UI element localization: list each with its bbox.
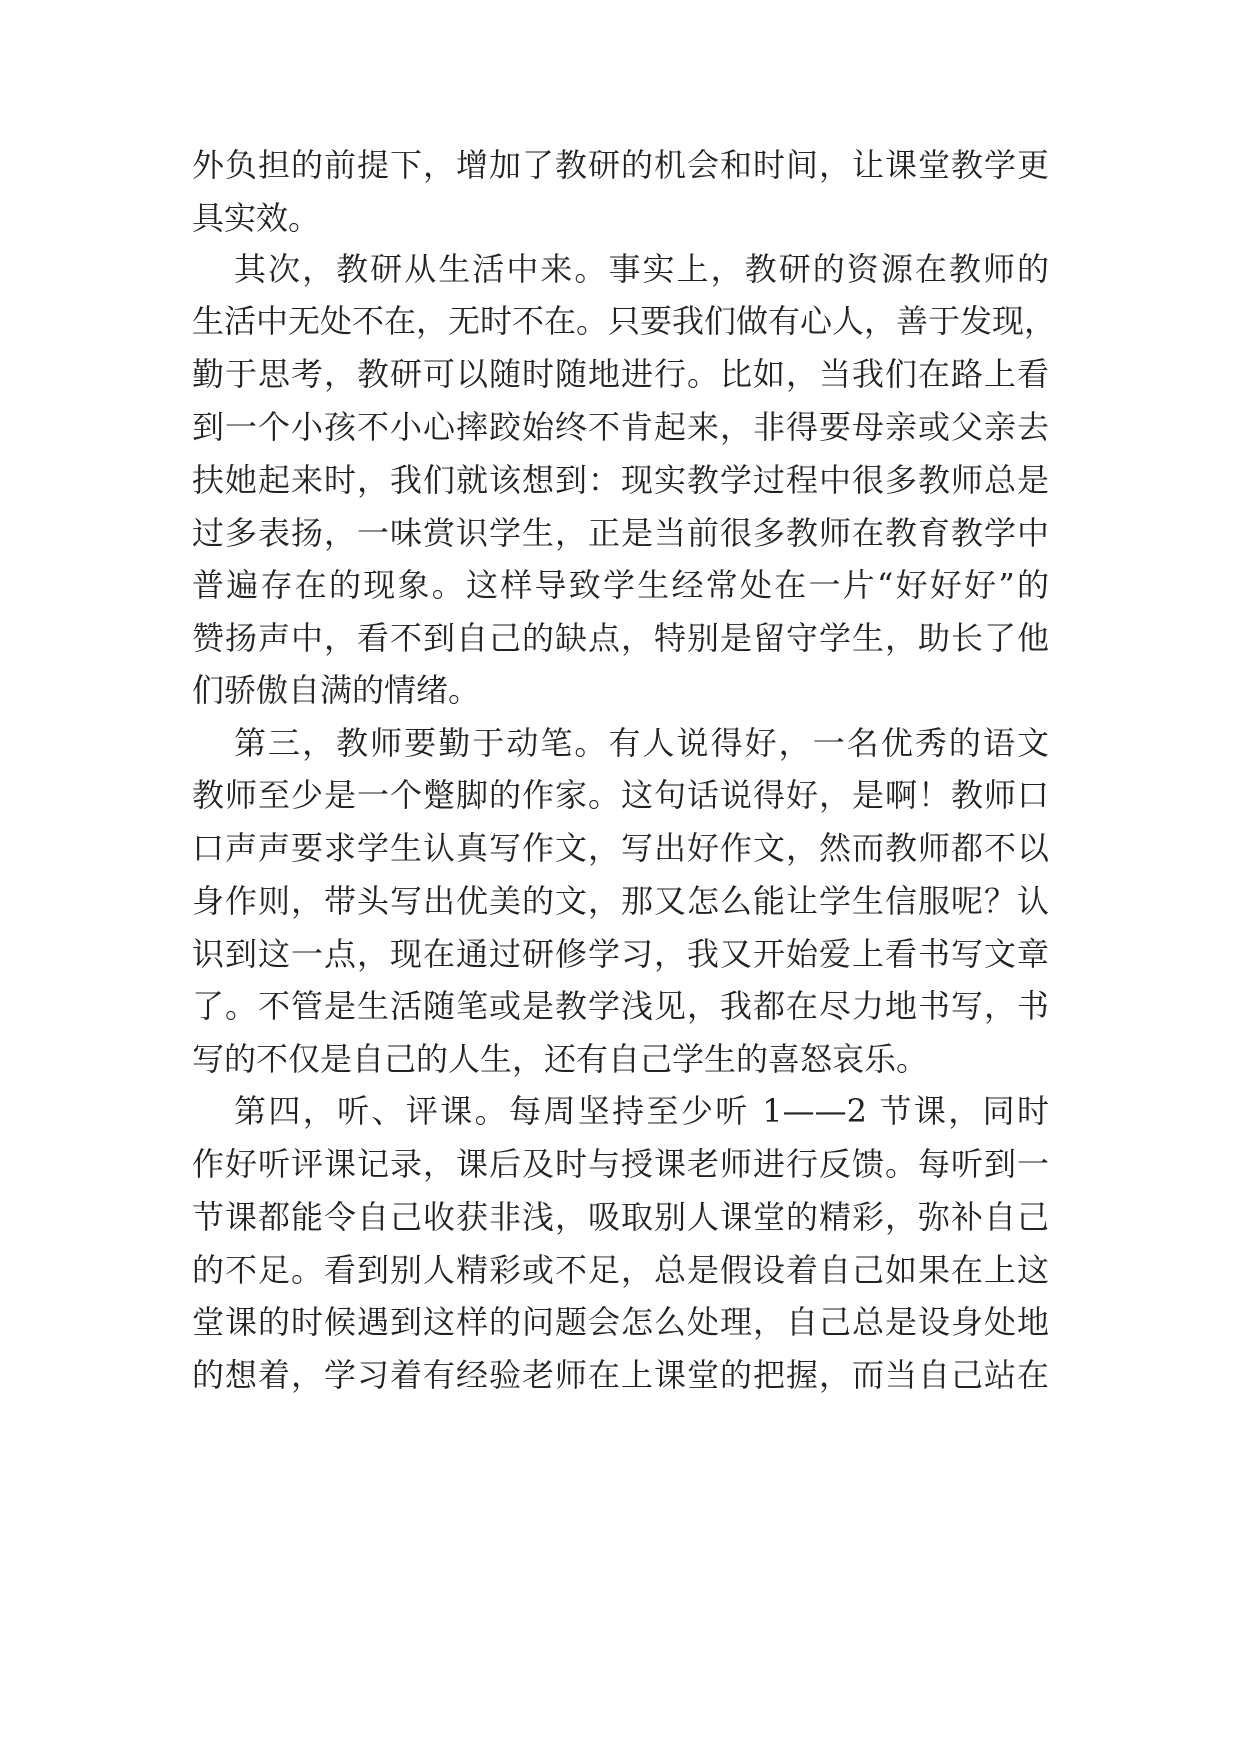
- paragraph-2-line-1: 其次，教研从生活中来。事实上，教研的资源在教师的: [234, 250, 1049, 288]
- paragraph-3-line-3: 口声声要求学生认真写作文，写出好作文，然而教师都不以: [192, 829, 1049, 867]
- paragraph-3-line-1: 第三，教师要勤于动笔。有人说得好，一名优秀的语文: [234, 724, 1049, 762]
- paragraph-3-line-7: 写的不仅是自己的人生，还有自己学生的喜怒哀乐。: [192, 1040, 929, 1078]
- paragraph-4-line-5: 堂课的时候遇到这样的问题会怎么处理，自己总是设身处地: [192, 1303, 1049, 1341]
- paragraph-1-line-2: 具实效。: [192, 199, 321, 237]
- paragraph-4-line-6: 的想着，学习着有经验老师在上课堂的把握，而当自己站在: [192, 1356, 1049, 1394]
- paragraph-3-line-2: 教师至少是一个蹩脚的作家。这句话说得好，是啊！教师口: [192, 776, 1049, 814]
- paragraph-2-line-6: 过多表扬，一味赏识学生，正是当前很多教师在教育教学中: [192, 514, 1049, 552]
- paragraph-4-line-3: 节课都能令自己收获非浅，吸取别人课堂的精彩，弥补自己: [192, 1198, 1049, 1236]
- paragraph-2-line-3: 勤于思考，教研可以随时随地进行。比如，当我们在路上看: [192, 355, 1049, 393]
- paragraph-4-line-2: 作好听评课记录，课后及时与授课老师进行反馈。每听到一: [192, 1145, 1049, 1183]
- paragraph-2-line-7: 普遍存在的现象。这样导致学生经常处在一片“好好好”的: [192, 566, 1049, 604]
- paragraph-2-line-9: 们骄傲自满的情绪。: [192, 671, 481, 709]
- paragraph-4-line-4: 的不足。看到别人精彩或不足，总是假设着自己如果在上这: [192, 1251, 1049, 1289]
- paragraph-3-line-5: 识到这一点，现在通过研修学习，我又开始爱上看书写文章: [192, 935, 1049, 973]
- paragraph-2-line-4: 到一个小孩不小心摔跤始终不肯起来，非得要母亲或父亲去: [192, 408, 1049, 446]
- paragraph-3-line-4: 身作则，带头写出优美的文，那又怎么能让学生信服呢？认: [192, 882, 1049, 920]
- paragraph-1-line-1: 外负担的前提下，增加了教研的机会和时间，让课堂教学更: [192, 146, 1049, 184]
- paragraph-3-line-6: 了。不管是生活随笔或是教学浅见，我都在尽力地书写，书: [192, 987, 1049, 1025]
- paragraph-2-line-2: 生活中无处不在，无时不在。只要我们做有心人，善于发现，: [192, 302, 1057, 340]
- paragraph-4-line-1: 第四，听、评课。每周坚持至少听 1——2 节课，同时: [234, 1092, 1049, 1130]
- paragraph-2-line-5: 扶她起来时，我们就该想到：现实教学过程中很多教师总是: [192, 461, 1049, 499]
- paragraph-2-line-8: 赞扬声中，看不到自己的缺点，特别是留守学生，助长了他: [192, 619, 1049, 657]
